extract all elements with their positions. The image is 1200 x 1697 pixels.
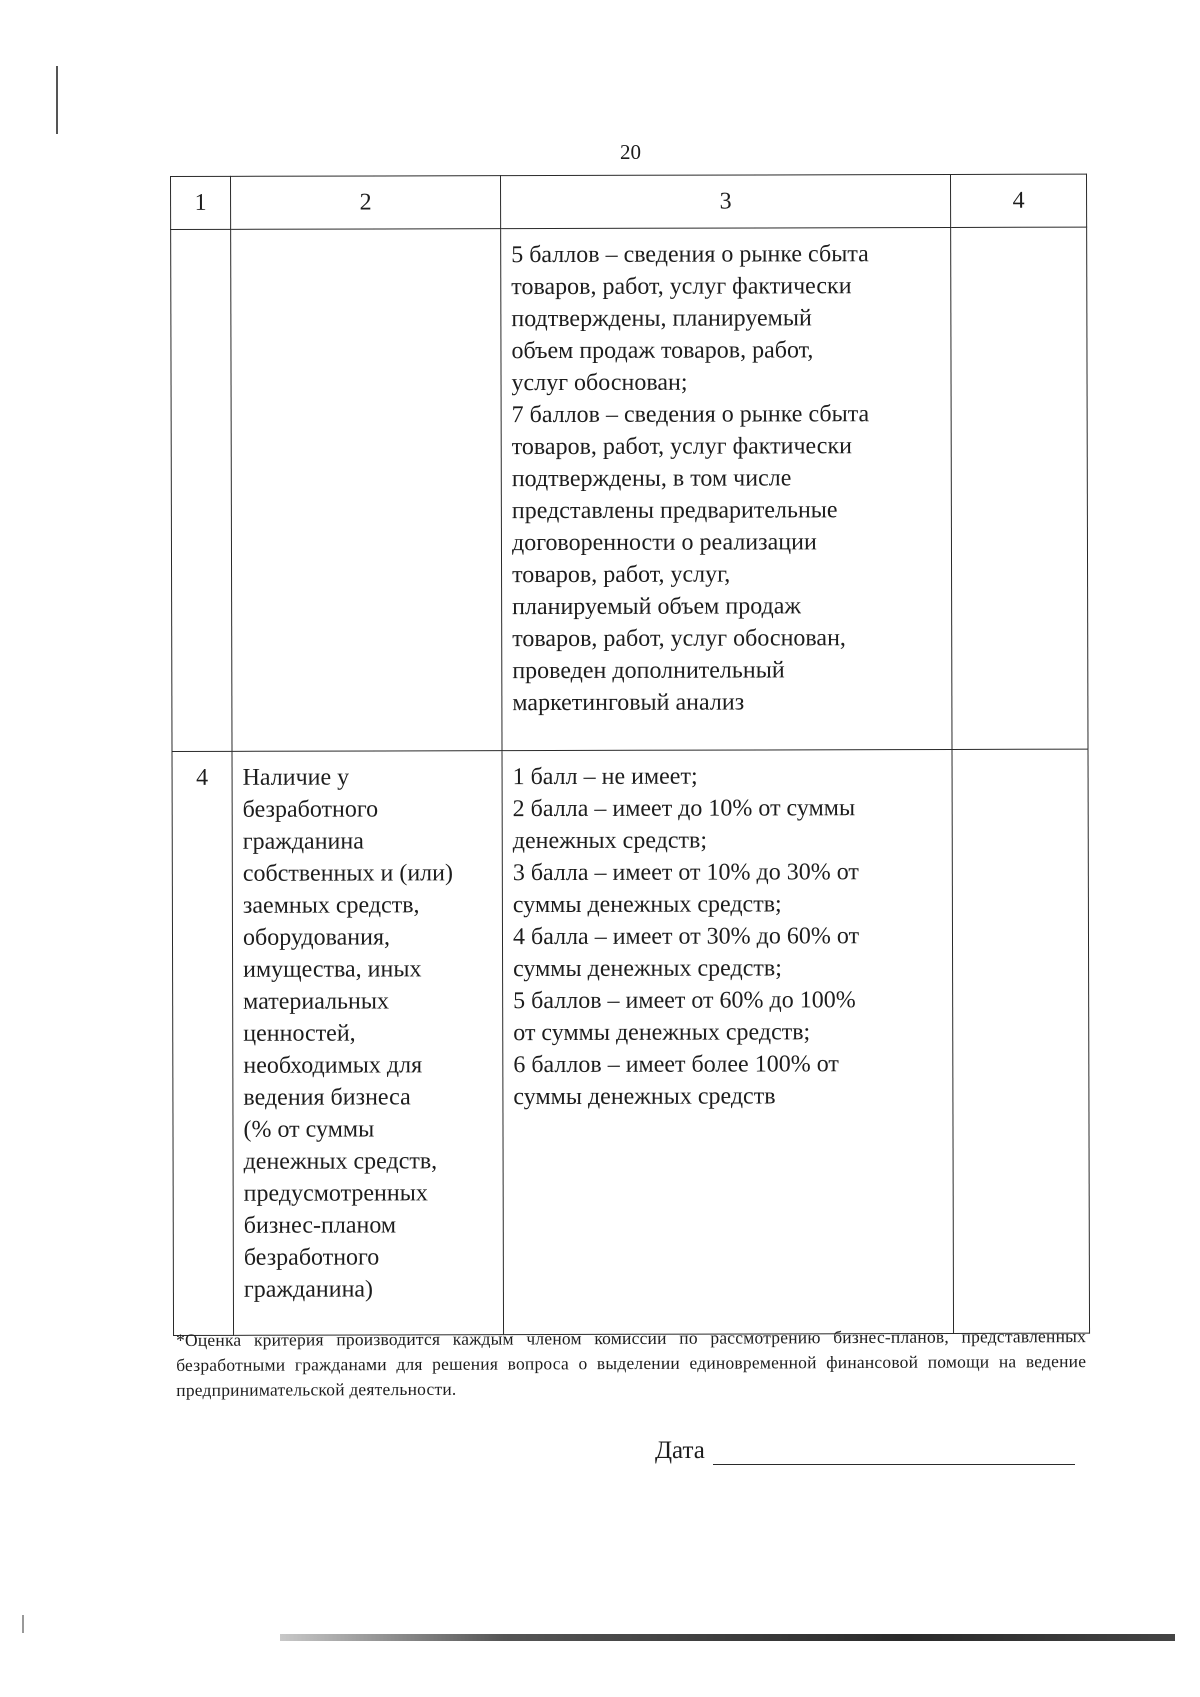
criterion-line: бизнес-планом [243,1212,397,1239]
table-row [172,749,1090,1335]
scoring-line: товаров, работ, услуг, [512,561,731,589]
footnote: *Оценка критерия производится каждым членом комиссии по рассмотрению бизнес-планов, представленных безработными гражданами для решения вопроса о выделении единовременной финансовой помощи на ведение предпринимательской деятельности. [176,1326,1087,1400]
scoring-line: 3 балла – имеет от 10% до 30% от [512,859,859,887]
scoring-line: планируемый объем продаж [512,593,801,621]
criterion-line: собственных и (или) [242,860,454,887]
scoring-cell [501,227,952,750]
criterion-line: (% от суммы [243,1116,375,1143]
scoring-line: суммы денежных средств; [513,955,782,983]
criterion-line: безработного [242,796,379,823]
scoring-line: представлены предварительные [511,497,838,525]
scoring-line: подтверждены, в том числе [511,465,792,493]
scoring-line: маркетинговый анализ [512,689,745,717]
table-row [171,227,1088,751]
date-fill-line [713,1442,1075,1465]
criterion-line: необходимых для [243,1052,423,1079]
scoring-line: договоренности о реализации [511,529,817,557]
scoring-cell [502,749,954,1334]
scoring-line: суммы денежных средств [513,1083,776,1111]
criterion-line: предусмотренных [243,1180,428,1207]
scan-artifact-bottom-bar [280,1634,1175,1641]
table-header-row [171,174,1087,229]
page-number: 20 [620,140,641,164]
criteria-table [170,174,1090,1336]
scoring-line: объем продаж товаров, работ, [511,337,814,365]
criterion-line: гражданина [242,828,364,855]
scoring-line: 5 баллов – сведения о рынке сбыта [511,241,869,269]
column-header-1: 1 [171,176,231,229]
criterion-line: оборудования, [242,924,391,951]
scan-artifact-left-mark [56,66,58,134]
scoring-line: 4 балла – имеет от 30% до 60% от [512,923,860,951]
criterion-line: гражданина) [243,1276,374,1303]
scoring-line: товаров, работ, услуг обоснован, [512,625,846,653]
scoring-line: 1 балл – не имеет; [512,763,698,791]
criterion-line: ценностей, [243,1020,356,1047]
criterion-number-cell [171,229,232,751]
scoring-line: подтверждены, планируемый [511,305,812,333]
scoring-line: от суммы денежных средств; [513,1019,811,1047]
scan-artifact-left-mark-bottom [22,1615,24,1633]
column-header-4: 4 [950,174,1086,227]
criterion-line: материальных [243,988,389,1015]
scoring-line: услуг обоснован; [511,369,688,397]
criterion-number-cell: 4 [172,751,234,1335]
column-header-3: 3 [501,174,951,228]
criterion-line: имущества, иных [243,956,422,983]
criterion-description-cell [232,751,504,1336]
criterion-line: ведения бизнеса [243,1084,411,1111]
scoring-line: суммы денежных средств; [512,891,782,919]
scoring-line: проведен дополнительный [512,657,785,685]
criterion-line: заемных средств, [242,892,420,919]
scoring-line: товаров, работ, услуг фактически [511,433,852,461]
scoring-line: 2 балла – имеет до 10% от суммы [512,795,856,823]
score-cell [951,227,1088,749]
scoring-line: 7 баллов – сведения о рынке сбыта [511,401,870,429]
criterion-description-cell [231,229,502,752]
criterion-line: денежных средств, [243,1148,438,1175]
scoring-line: денежных средств; [512,827,708,855]
date-signature-block [655,1437,1075,1465]
scoring-line: товаров, работ, услуг фактически [511,273,852,301]
scoring-line: 5 баллов – имеет от 60% до 100% [513,987,856,1015]
scoring-line: 6 баллов – имеет более 100% от [513,1051,839,1079]
criterion-line: Наличие у [242,764,350,791]
column-header-2: 2 [231,176,501,230]
criterion-line: безработного [243,1244,380,1271]
date-label: Дата [655,1437,705,1464]
score-cell [952,749,1090,1333]
